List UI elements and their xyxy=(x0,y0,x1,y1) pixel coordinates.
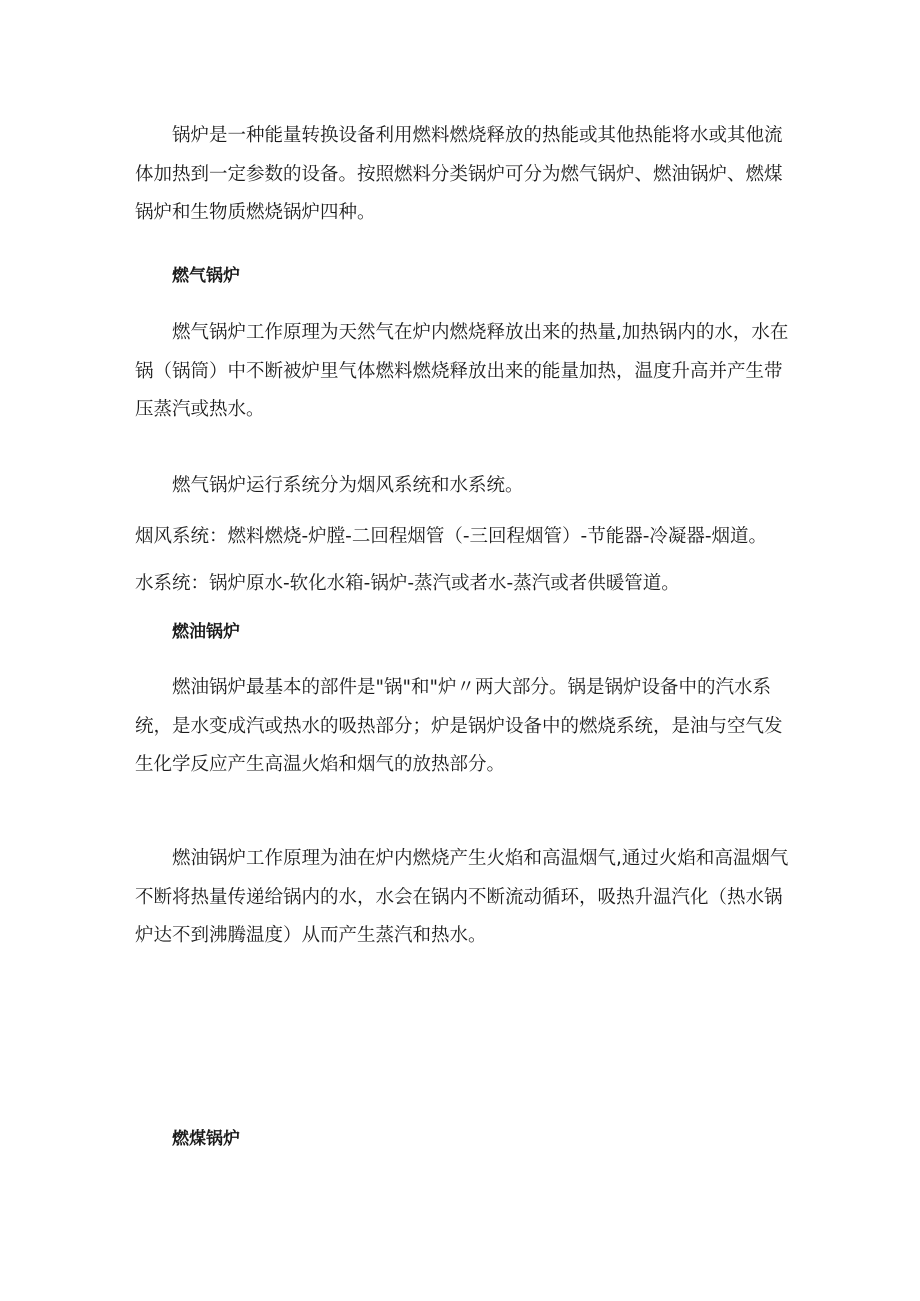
gas-boiler-principle-paragraph: 燃气锅炉工作原理为天然气在炉内燃烧释放出来的热量,加热锅内的水，水在锅（锅筒）中不断被炉里气体燃料燃烧释放出来的能量加热，温度升高并产生带压蒸汽或热水。 xyxy=(135,322,789,420)
oil-boiler-components-paragraph: 燃油锅炉最基本的部件是"锅"和"炉〃两大部分。锅是锅炉设备中的汽水系统，是水变成汽或热水的吸热部分；炉是锅炉设备中的燃烧系统，是油与空气发生化学反应产生高温火焰和烟气的放热部分。 xyxy=(135,677,783,775)
oil-boiler-principle-paragraph: 燃油锅炉工作原理为油在炉内燃烧产生火焰和高温烟气,通过火焰和高温烟气不断将热量传递给锅内的水，水会在锅内不断流动循环，吸热升温汽化（热水锅炉达不到沸腾温度）从而产生蒸汽和热水。 xyxy=(135,848,789,946)
flue-system-paragraph: 烟风系统：燃料燃烧-炉膛-二回程烟管（-三回程烟管）-节能器-冷凝器-烟道。 xyxy=(135,526,768,547)
intro-paragraph: 锅炉是一种能量转换设备利用燃料燃烧释放的热能或其他热能将水或其他流体加热到一定参数的设备。按照燃料分类锅炉可分为燃气锅炉、燃油锅炉、燃煤锅炉和生物质燃烧锅炉四种。 xyxy=(135,125,783,223)
coal-boiler-heading: 燃煤锅炉 xyxy=(172,1129,240,1149)
gas-boiler-systems-paragraph: 燃气锅炉运行系统分为烟风系统和水系统。 xyxy=(172,475,524,496)
oil-boiler-heading: 燃油锅炉 xyxy=(172,622,240,642)
gas-boiler-heading: 燃气锅炉 xyxy=(172,266,240,286)
water-system-paragraph: 水系统：锅炉原水-软化水箱-锅炉-蒸汽或者水-蒸汽或者供暖管道。 xyxy=(135,573,680,594)
